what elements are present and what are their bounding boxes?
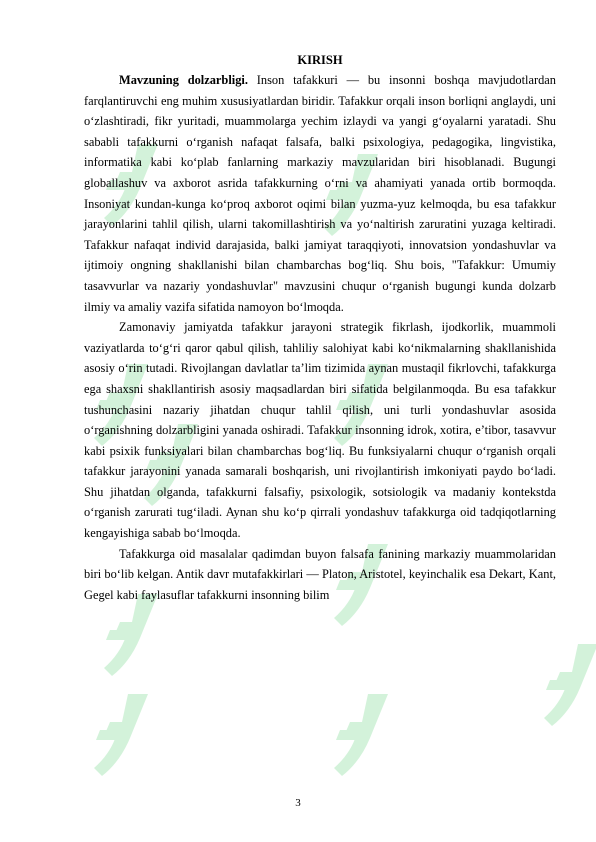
paragraph-text: Tafakkurga oid masalalar qadimdan buyon falsafa fanining markaziy muammolaridan biri bo‘lib kelgan. Antik davr mutafakkirlari — Platon, Aristotel, keyinchalik esa Dekart, Kant, Gegel kabi faylasuflar tafakkurni insonning bilim bbox=[84, 546, 556, 602]
watermark-logo-icon bbox=[330, 690, 400, 780]
page-number: 3 bbox=[295, 797, 301, 809]
paragraph-lead: Mavzuning dolzarbligi. bbox=[119, 73, 248, 87]
watermark-logo-icon bbox=[540, 640, 596, 730]
paragraph-text: Inson tafakkuri — bu insonni boshqa mavjudotlardan farqlantiruvchi eng muhim xususiyatlardan biridir. Tafakkur orqali inson borliqni anglaydi, uni o‘zlashtiradi, fikr yuritadi, muammolarga yechim izlaydi va yangi g‘oyalarni yaratadi. Shu sababli tafakkurni o‘rganish nafaqat falsafa, balki psixologiya, pedagogika, lingvistika, informatika kabi ko‘plab fanlarning markaziy mavzularidan biri hisoblanadi. Bugungi globallashuv va axborot asrida tafakkurning o‘rni va ahamiyati yanada ortib bormoqda. Insoniyat kundan-kunga ko‘proq axborot oqimi bilan yuzma-yuz kelmoqda, bu esa tafakkur jarayonlarini tahlil qilish, ularni takomillashtirish va yo‘naltirish zaruratini yuzaga keltiradi. Tafakkur nafaqat individ darajasida, balki jamiyat taraqqiyoti, innovatsion yondashuvlar va ijtimoiy ongning shakllanishi bilan chambarchas bog‘liq. Shu bois, "Tafakkur: Umumiy tasavvurlar va nazariy yondashuvlar" mavzusini chuqur o‘rganish bugungi kunda dolzarb ilmiy va amaliy vazifa sifatida namoyon bo‘lmoqda. bbox=[84, 73, 557, 314]
watermark-logo-icon bbox=[90, 690, 160, 780]
paragraph-1 bbox=[84, 70, 556, 317]
section-title: KIRISH bbox=[297, 53, 343, 67]
page-content bbox=[84, 52, 556, 605]
paragraph-3 bbox=[84, 544, 556, 606]
paragraph-text: Zamonaviy jamiyatda tafakkur jarayoni strategik fikrlash, ijodkorlik, muammoli vaziyatlarda to‘g‘ri qaror qabul qilish, tahliliy salohiyat kabi ko‘nikmalarning shakllanishida asosiy o‘rin tutadi. Rivojlangan davlatlar ta’lim tizimida aynan mustaqil fikrlovchi, tafakkurga ega shaxsni shakllantirish asosiy maqsadlardan biri sifatida belgilanmoqda. Bu esa tafakkur tushunchasini nazariy jihatdan chuqur tahlil qilish, uni turli yondashuvlar asosida o‘rganishning dolzarbligini yanada oshiradi. Tafakkur insonning idrok, xotira, e’tibor, tasavvur kabi psixik funksiyalari bilan chambarchas bog‘liq. Bu funksiyalarni chuqur o‘rganish orqali tafakkur jarayonini yanada samarali boshqarish, uni rivojlantirish imkoniyati paydo bo‘ladi. Shu jihatdan olganda, tafakkurni falsafiy, psixologik, sotsiologik va madaniy kontekstda o‘rganish zarurati tug‘iladi. Aynan shu ko‘p qirrali yondashuv tafakkurga oid tadqiqotlarning kengayishiga sabab bo‘lmoqda. bbox=[84, 320, 556, 541]
paragraph-2 bbox=[84, 317, 556, 544]
